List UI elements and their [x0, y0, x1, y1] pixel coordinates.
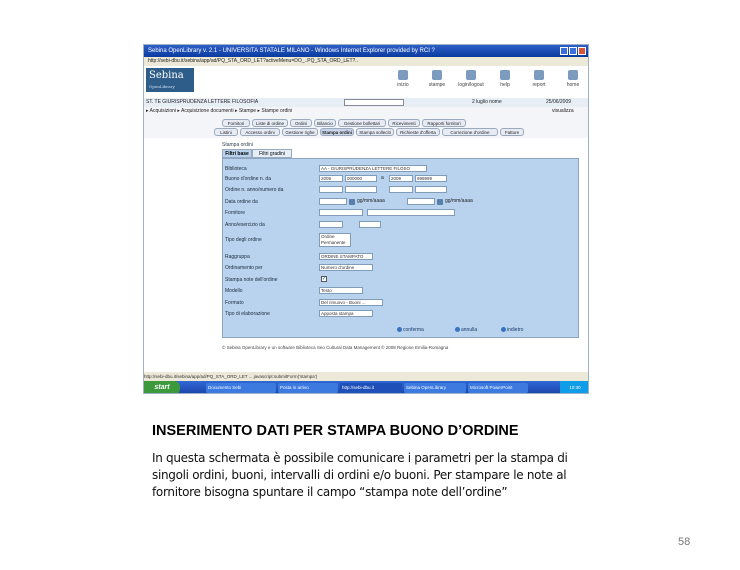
help-icon — [500, 70, 510, 80]
logo-name: Sebina — [149, 70, 184, 81]
nav-home[interactable]: home — [560, 70, 586, 88]
buono-a-label: a — [381, 175, 384, 181]
toolbar-righe[interactable]: Gestione righe — [282, 128, 318, 136]
fornitore-name-input[interactable] — [367, 209, 455, 216]
toolbar-accesso[interactable]: Accesso ordini — [240, 128, 280, 136]
anno-label: Anno/esercizio da — [225, 222, 265, 228]
tipo-option[interactable]: Ordine — [321, 234, 335, 239]
system-clock: 10:30 — [560, 381, 589, 394]
windows-taskbar — [144, 381, 589, 394]
calendar-icon[interactable] — [349, 199, 355, 205]
user-name: 2 luglio nome — [472, 99, 502, 105]
toolbar-liste[interactable]: Liste di ordine — [252, 119, 288, 127]
institution-name: ST. TE GIURISPRUDENZA LETTERE FILOSOFIA — [146, 99, 259, 105]
formato-label: Formato — [225, 300, 244, 306]
tipo-elaborazione-label: Tipo di elaborazione — [225, 311, 270, 317]
app-footer — [144, 343, 589, 352]
ordini-label: Ordine n. anno/numero da — [225, 187, 284, 193]
raggruppa-select[interactable]: ORDINE STAMPATO — [319, 253, 373, 260]
nav-stampe[interactable]: stampe — [424, 70, 450, 88]
calendar-icon[interactable] — [437, 199, 443, 205]
raggruppa-label: Raggruppa — [225, 254, 250, 260]
taskbar-item[interactable]: Sebina OpenLibrary — [404, 383, 466, 393]
footer-text: © Sebina OpenLibrary e un software Biblioteca Seo Cultural Data Management © 2008 Regione Emilia-Romagna — [222, 345, 449, 350]
buono-label: Buono d'ordine n. da — [225, 176, 271, 182]
taskbar-item[interactable]: Microsoft PowerPoint — [468, 383, 528, 393]
panel-title: Stampa ordini — [222, 142, 253, 148]
back-icon — [501, 327, 506, 332]
anno-to-select[interactable] — [359, 221, 381, 228]
modello-label: Modello — [225, 288, 243, 294]
slide-heading: INSERIMENTO DATI PER STAMPA BUONO D’ORDINE — [152, 423, 519, 439]
page-number: 58 — [678, 536, 691, 548]
current-date: 25/06/2009 — [546, 99, 572, 105]
tipo-option[interactable]: Permanente — [321, 240, 346, 245]
close-button[interactable] — [578, 47, 586, 55]
biblioteca-select[interactable]: AA - GIURISPRUDENZA LETTERE FILOSO — [319, 165, 427, 172]
window-title: Sebina OpenLibrary v. 2.1 - UNIVERSITA STATALE MILANO - Windows Internet Explorer provided by RCI ? — [144, 45, 589, 57]
tipo-elaborazione-select[interactable]: Apposta stampa — [319, 310, 373, 317]
toolbar-solleciti[interactable]: Stampa solleciti — [356, 128, 394, 136]
modello-select[interactable]: Testo — [319, 287, 363, 294]
tipo-ordine-label: Tipo degli ordine — [225, 237, 262, 243]
data-from-input[interactable] — [319, 198, 347, 205]
window-controls — [560, 47, 586, 55]
house-icon — [568, 70, 578, 80]
ordine-to-number[interactable] — [415, 186, 447, 193]
function-toolbar — [144, 116, 589, 138]
key-icon — [466, 70, 476, 80]
toolbar-bilancio[interactable]: Bilancio — [314, 119, 336, 127]
nav-inizio[interactable]: inizio — [390, 70, 416, 88]
taskbar-item[interactable]: Posta in arrivo — [278, 383, 338, 393]
buono-to-year[interactable]: 2009 — [389, 175, 413, 182]
taskbar-item[interactable]: http://sebi-dbu.it — [340, 383, 402, 393]
status-bar: http://sebi-dbu.it/sebina/app/ad/PQ_STA_ORD_LET ... javascript:submitForm('stampa') — [144, 372, 589, 381]
toolbar-ricevimenti[interactable]: Ricevimenti — [388, 119, 420, 127]
buono-from-number[interactable]: 000000 — [345, 175, 377, 182]
sebina-logo — [146, 68, 194, 92]
top-nav — [390, 70, 586, 88]
nav-login[interactable]: login/logout — [458, 70, 484, 88]
start-button[interactable]: start — [144, 381, 180, 394]
formato-select[interactable]: Del rimuovo - Buoni ... — [319, 299, 383, 306]
buono-to-number[interactable]: 999999 — [415, 175, 447, 182]
buono-from-year[interactable]: 2009 — [319, 175, 343, 182]
ordine-to-year[interactable] — [389, 186, 413, 193]
breadcrumb-path[interactable]: ▸ Acquisizioni ▸ Acquisizione documenti ▸ Stampe ▸ Stampe ordini — [146, 108, 293, 114]
stampa-note-label: Stampa note dell'ordine — [225, 277, 278, 283]
cancel-icon — [455, 327, 460, 332]
toolbar-stampa-ordini[interactable]: Stampa ordini — [321, 130, 352, 135]
data-to-input[interactable] — [407, 198, 435, 205]
toolbar-fatture[interactable]: Fatture — [500, 128, 524, 136]
minimize-button[interactable] — [560, 47, 568, 55]
fornitore-code-input[interactable] — [319, 209, 363, 216]
institution-bar — [144, 98, 589, 107]
nav-report[interactable]: report — [526, 70, 552, 88]
conferma-button[interactable]: conferma — [397, 327, 424, 333]
toolbar-fornitori[interactable]: Fornitori — [222, 119, 250, 127]
taskbar-item[interactable]: Documento Sebi — [206, 383, 276, 393]
nav-help[interactable]: help — [492, 70, 518, 88]
app-header — [144, 66, 589, 99]
data-from-format: gg/mm/aaaa — [357, 198, 385, 204]
tipo-ordine-list[interactable] — [319, 233, 351, 247]
indietro-button[interactable]: indietro — [501, 327, 523, 333]
stampa-note-checkbox[interactable]: ✓ — [322, 276, 327, 282]
search-input[interactable] — [344, 99, 404, 106]
toolbar-richieste[interactable]: Richieste d'offerta — [396, 128, 440, 136]
ordine-from-number[interactable] — [345, 186, 377, 193]
tab-filtri-gradini[interactable]: Filtri gradini — [252, 149, 292, 158]
toolbar-ordini[interactable]: Ordini — [290, 119, 312, 127]
ordine-from-year[interactable] — [319, 186, 343, 193]
confirm-icon — [397, 327, 402, 332]
home-icon — [398, 70, 408, 80]
anno-from-select[interactable] — [319, 221, 343, 228]
ordinamento-select[interactable]: Numero d'ordine — [319, 264, 373, 271]
address-bar[interactable]: http://sebi-dbu.it/sebina/app/ad/PQ_STA_ORD_LET?activeMenu=DO_..PQ_STA_ORD_LET?.. — [144, 57, 589, 66]
logo-subtitle: OpenLibrary — [149, 84, 175, 89]
maximize-button[interactable] — [569, 47, 577, 55]
data-to-format: gg/mm/aaaa — [445, 198, 473, 204]
annulla-button[interactable]: annulla — [455, 327, 477, 333]
toolbar-rapporti[interactable]: Rapporti fornitori — [422, 119, 466, 127]
ordinamento-label: Ordinamento per — [225, 265, 263, 271]
breadcrumb-right[interactable]: visualizza — [552, 108, 574, 114]
browser-screenshot — [143, 44, 589, 394]
print-icon — [432, 70, 442, 80]
toolbar-listini[interactable]: Listini — [214, 128, 238, 136]
data-ordine-label: Data ordine da — [225, 199, 258, 205]
report-icon — [534, 70, 544, 80]
tab-filtri-base[interactable]: Filtri base — [222, 149, 252, 158]
fornitore-label: Fornitore — [225, 210, 246, 216]
toolbar-correzione[interactable]: Correzione d'ordine — [442, 128, 498, 136]
print-order-form — [222, 158, 579, 338]
toolbar-bollettari[interactable]: Gestione bollettari — [338, 119, 386, 127]
slide-body: In questa schermata è possibile comunicare i parametri per la stampa di singoli ordini, buoni, intervalli di ordini e/o buoni. Per stampare le note al fornitore bisogna spuntare il campo “stampa note dell’ordine” — [152, 451, 568, 499]
biblioteca-label: Biblioteca — [225, 166, 247, 172]
